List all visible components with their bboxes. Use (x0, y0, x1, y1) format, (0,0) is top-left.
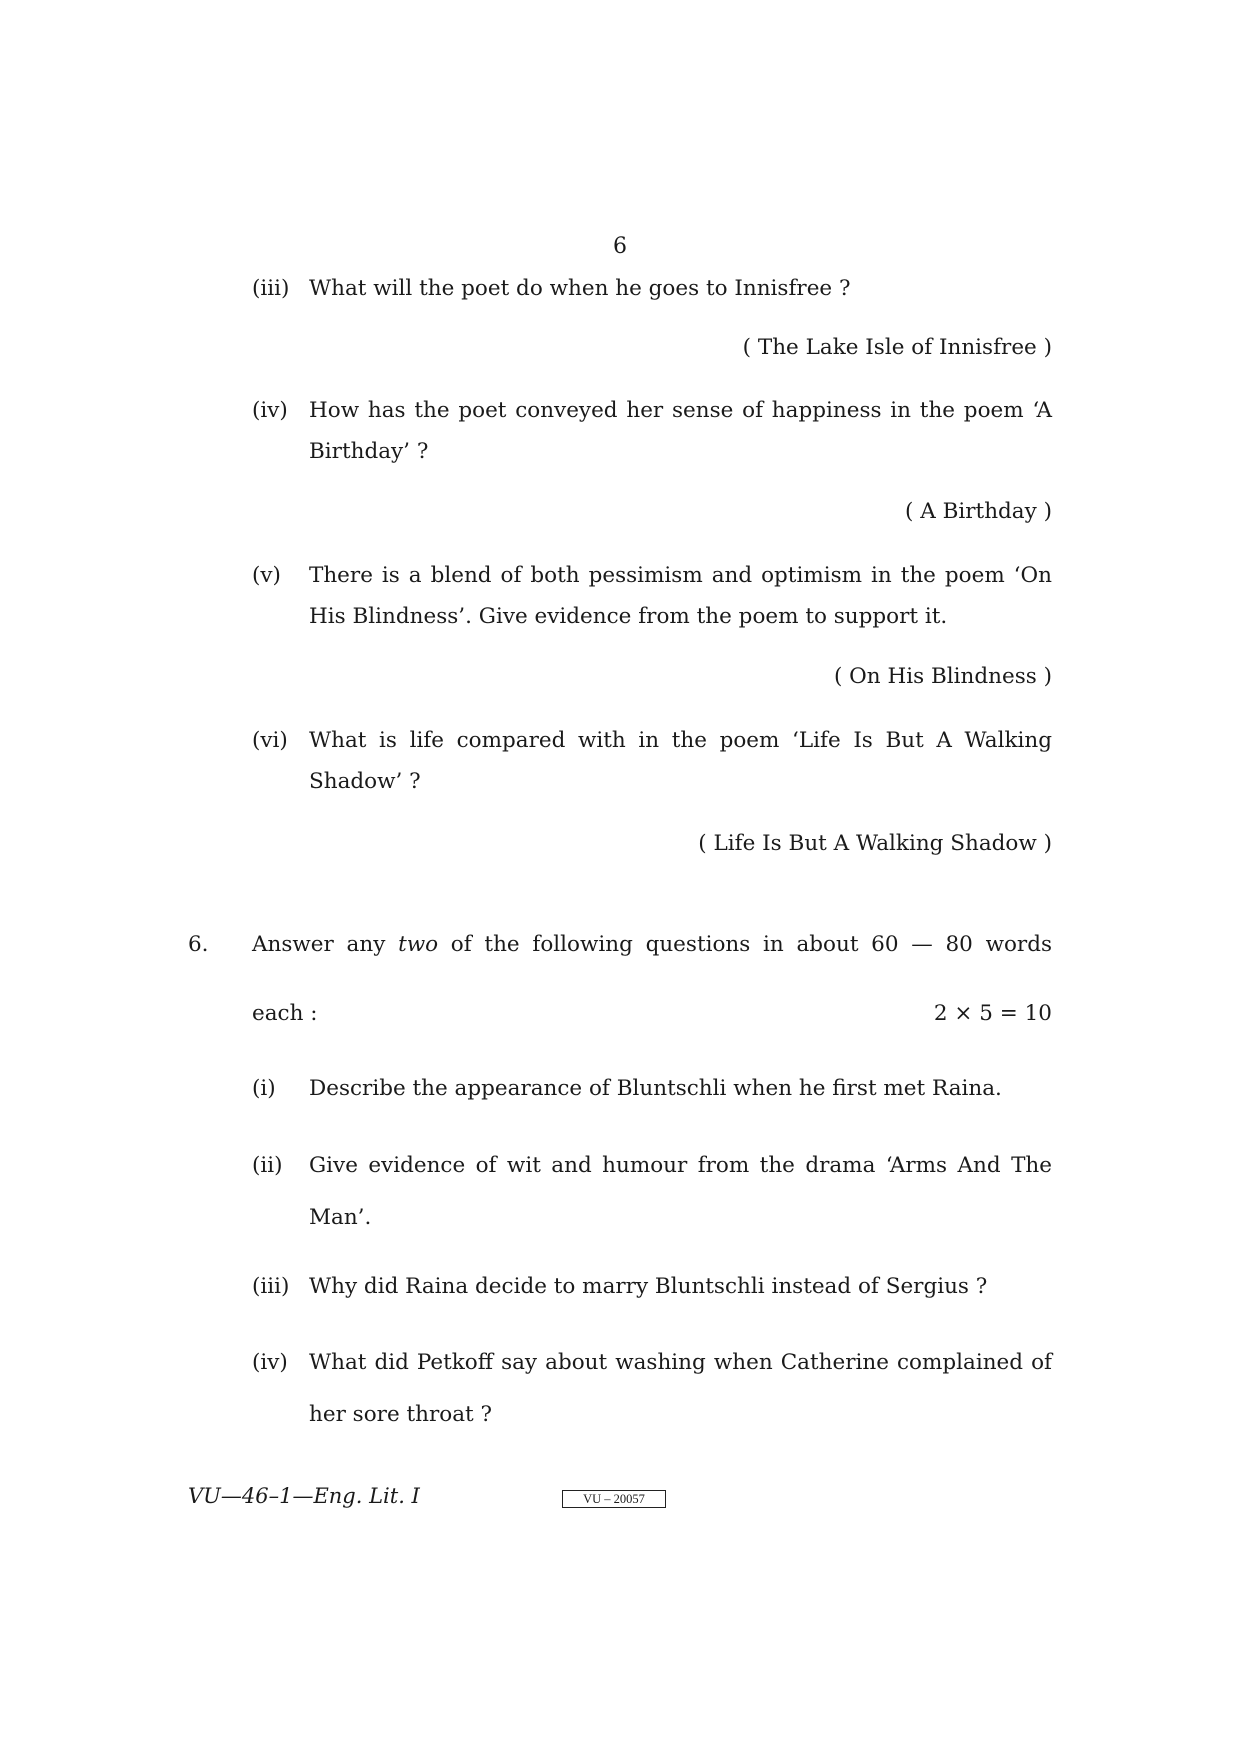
instruction-each: each : (252, 1001, 318, 1026)
question-text: How has the poet conveyed her sense of happiness in the poem ‘A Birthday’ ? (309, 398, 1052, 464)
paper-code: VU—46–1—Eng. Lit. I (188, 1484, 420, 1508)
question-item (252, 1140, 1052, 1244)
question-item (252, 268, 1052, 309)
question-item (252, 1337, 1052, 1441)
poem-source: ( On His Blindness ) (833, 664, 1052, 689)
poem-source: ( A Birthday ) (905, 499, 1052, 524)
question-number: (ii) (252, 1153, 283, 1178)
poem-source: ( The Lake Isle of Innisfree ) (742, 335, 1052, 360)
paper-code-box: VU – 20057 (562, 1490, 666, 1508)
question-number: (i) (252, 1076, 276, 1101)
poem-source: ( Life Is But A Walking Shadow ) (698, 831, 1052, 856)
question-text: Give evidence of wit and humour from the drama ‘Arms And The Man’. (309, 1153, 1052, 1230)
question-number: (iii) (252, 276, 290, 301)
question-number: (vi) (252, 728, 288, 753)
question-item (252, 720, 1052, 802)
section-instruction (252, 930, 1052, 960)
page-number: 6 (613, 234, 627, 259)
question-item (252, 390, 1052, 472)
question-number: (iv) (252, 1350, 288, 1375)
question-text: What will the poet do when he goes to Innisfree ? (309, 276, 851, 301)
instruction-pre: Answer any (252, 932, 399, 957)
question-text: What is life compared with in the poem ‘Life Is But A Walking Shadow’ ? (309, 728, 1052, 794)
instruction-emphasis: two (398, 932, 439, 957)
section-number: 6. (188, 932, 209, 957)
question-text: What did Petkoff say about washing when Catherine complained of her sore throat ? (309, 1350, 1052, 1427)
question-text: Why did Raina decide to marry Bluntschli instead of Sergius ? (309, 1274, 988, 1299)
question-number: (iii) (252, 1274, 290, 1299)
question-item (252, 1266, 1052, 1307)
question-text: There is a blend of both pessimism and optimism in the poem ‘On His Blindness’. Give evidence from the poem to support it. (309, 563, 1052, 629)
question-number: (v) (252, 563, 281, 588)
question-item (252, 1068, 1052, 1109)
section-instruction-line2 (252, 999, 1052, 1029)
marks-distribution: 2 × 5 = 10 (933, 1001, 1052, 1026)
question-number: (iv) (252, 398, 288, 423)
instruction-post: of the following questions in about 60 — 80 words (438, 932, 1052, 957)
question-item (252, 555, 1052, 637)
question-text: Describe the appearance of Bluntschli when he first met Raina. (309, 1076, 1002, 1101)
